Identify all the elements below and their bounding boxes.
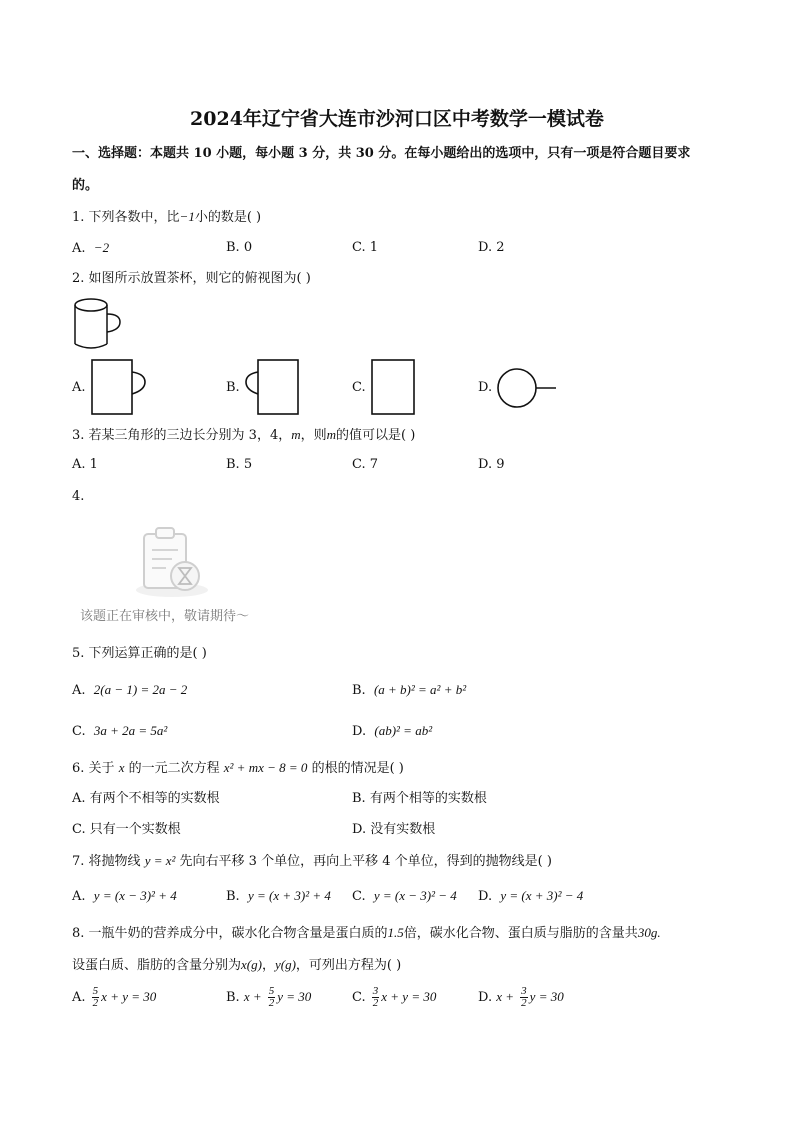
fraction: $\frac{5}{2}$ <box>268 985 275 1009</box>
question-4-number: 4. <box>72 489 85 504</box>
question-8-stem-line2: 设蛋白质、脂肪的含量分别为x(g)，y(g)，可列出方程为( ) <box>72 957 402 973</box>
option-b-view-figure[interactable] <box>244 358 302 416</box>
fraction: $\frac{3}{2}$ <box>372 985 379 1009</box>
question-5-stem: 5. 下列运算正确的是( ) <box>72 646 207 661</box>
question-6-option-b[interactable]: B. 有两个相等的实数根 <box>352 791 487 806</box>
question-2-option-b-label[interactable]: B. <box>226 380 240 395</box>
question-5-option-c[interactable]: C. 3a + 2a = 5a² <box>72 723 168 739</box>
question-3-option-c[interactable]: C. 7 <box>352 457 379 472</box>
question-5-option-b[interactable]: B. (a + b)² = a² + b² <box>352 682 467 698</box>
question-8-option-d[interactable]: D. x + $\frac{3}{2}$ y = 30 <box>478 985 564 1009</box>
section-instruction: 一、选择题：本题共 10 小题，每小题 3 分，共 30 分。在每小题给出的选项中，只有一项是符合题目要求 <box>72 146 691 161</box>
fraction: $\frac{5}{2}$ <box>92 985 99 1009</box>
question-3-option-d[interactable]: D. 9 <box>478 457 505 472</box>
question-2-option-a-label[interactable]: A. <box>72 380 86 395</box>
question-1-option-d[interactable]: D. 2 <box>478 240 505 255</box>
question-8-option-b[interactable]: B. x + $\frac{5}{2}$ y = 30 <box>226 985 312 1009</box>
question-7-stem: 7. 将抛物线 y = x² 先向右平移 3 个单位，再向上平移 4 个单位，得到的抛物线是( ) <box>72 853 552 869</box>
question-3-stem: 3. 若某三角形的三边长分别为 3，4，m，则m的值可以是( ) <box>72 427 416 443</box>
option-d-view-figure[interactable] <box>496 367 558 409</box>
question-1-option-a[interactable]: A. −2 <box>72 240 110 256</box>
option-a-view-figure[interactable] <box>90 358 148 416</box>
question-6-option-c[interactable]: C. 只有一个实数根 <box>72 822 181 837</box>
question-5-option-a[interactable]: A. 2(a − 1) = 2a − 2 <box>72 682 188 698</box>
question-6-option-d[interactable]: D. 没有实数根 <box>352 822 436 837</box>
question-7-option-a[interactable]: A. y = (x − 3)² + 4 <box>72 888 177 904</box>
question-3-option-a[interactable]: A. 1 <box>72 457 98 472</box>
under-review-text: 该题正在审核中，敬请期待～ <box>80 609 250 624</box>
question-5-option-d[interactable]: D. (ab)² = ab² <box>352 723 433 739</box>
question-3-option-b[interactable]: B. 5 <box>226 457 253 472</box>
question-8-stem-line1: 8. 一瓶牛奶的营养成分中，碳水化合物含量是蛋白质的1.5倍，碳水化合物、蛋白质与脂肪的含量共30g. <box>72 925 661 941</box>
page-title: 2024年辽宁省大连市沙河口区中考数学一模试卷 <box>190 108 604 130</box>
question-2-option-d-label[interactable]: D. <box>478 380 493 395</box>
question-1-stem: 1. 下列各数中，比−1小的数是( ) <box>72 209 262 225</box>
question-8-option-c[interactable]: C. $\frac{3}{2}$ x + y = 30 <box>352 985 437 1009</box>
teacup-figure <box>72 296 124 354</box>
question-2-option-c-label[interactable]: C. <box>352 380 366 395</box>
question-1-option-c[interactable]: C. 1 <box>352 240 379 255</box>
question-2-stem: 2. 如图所示放置茶杯，则它的俯视图为( ) <box>72 271 311 286</box>
question-7-option-d[interactable]: D. y = (x + 3)² − 4 <box>478 888 584 904</box>
question-7-option-c[interactable]: C. y = (x − 3)² − 4 <box>352 888 457 904</box>
question-8-option-a[interactable]: A. $\frac{5}{2}$ x + y = 30 <box>72 985 157 1009</box>
section-instruction-continued: 的。 <box>72 178 99 193</box>
question-7-option-b[interactable]: B. y = (x + 3)² + 4 <box>226 888 331 904</box>
question-6-option-a[interactable]: A. 有两个不相等的实数根 <box>72 791 220 806</box>
fraction: $\frac{3}{2}$ <box>521 985 527 1009</box>
under-review-icon <box>132 524 212 600</box>
question-6-stem: 6. 关于 x 的一元二次方程 x² + mx − 8 = 0 的根的情况是( ) <box>72 760 404 776</box>
question-1-option-b[interactable]: B. 0 <box>226 240 253 255</box>
option-c-view-figure[interactable] <box>370 358 418 416</box>
